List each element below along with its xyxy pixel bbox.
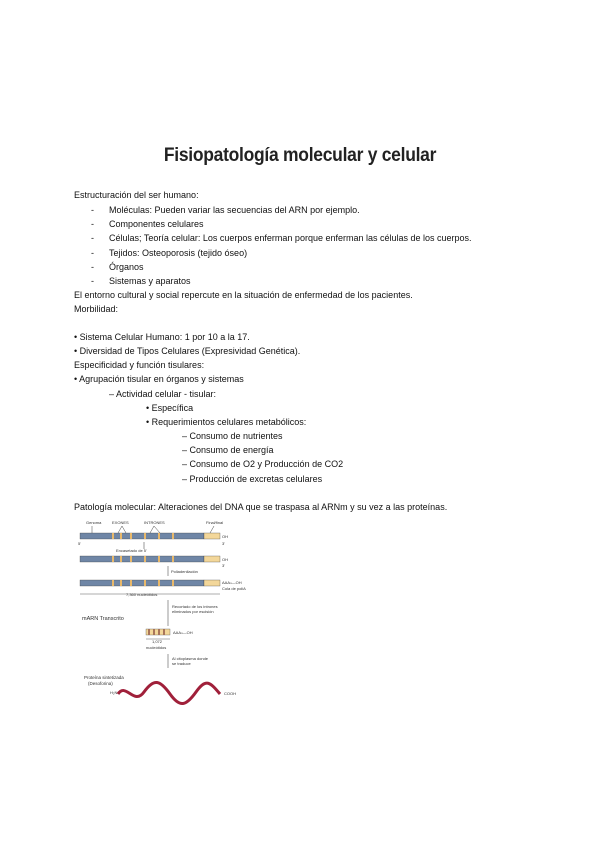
figure-label: eliminados por escisión — [172, 609, 214, 614]
figure-label: Recortado de los intrones — [172, 604, 218, 609]
consumption-item: – Consumo de O2 y Producción de CO2 — [182, 459, 344, 469]
page-title: Fisiopatología molecular y celular — [163, 145, 437, 166]
rna-strand — [80, 580, 204, 586]
figure-label: 7,360 nucleótidos — [126, 592, 158, 597]
dash-marker: - — [91, 276, 94, 286]
structure-heading: Estructuración del ser humano: — [74, 190, 199, 200]
consumption-item: – Producción de excretas celulares — [182, 474, 323, 484]
figure-label: AAAₙ—OH — [173, 630, 193, 635]
dash-marker: - — [91, 233, 94, 243]
figure-label: 3' — [222, 563, 225, 568]
list-item-systems: Sistemas y aparatos — [109, 276, 191, 286]
figure-label: Cola de poliA — [222, 586, 246, 591]
gene-expression-figure — [74, 516, 256, 706]
specific-item: • Específica — [146, 403, 194, 413]
figure-label: Poliadenilación — [171, 569, 198, 574]
figure-label: se traduce — [172, 661, 191, 666]
rna-strand — [80, 556, 204, 562]
dash-marker: - — [91, 262, 94, 272]
figure-label: Proteína sintetizada — [84, 675, 124, 680]
dash-marker: - — [91, 219, 94, 229]
figure-label: nucleótidos — [146, 645, 167, 650]
figure-label: INTRONES — [144, 520, 165, 525]
environment-paragraph: El entorno cultural y social repercute en la situación de enfermedad de los pacientes. — [74, 290, 413, 300]
consumption-item: – Consumo de energía — [182, 445, 274, 455]
list-item-molecules: Moléculas: Pueden variar las secuencias del ARN por ejemplo. — [109, 205, 360, 215]
bullet-cell-diversity: • Diversidad de Tipos Celulares (Expresividad Genética). — [74, 346, 301, 356]
morbidity-heading: Morbilidad: — [74, 304, 119, 314]
figure-label: EXONES — [112, 520, 129, 525]
figure-label: Encasetado de 5' — [116, 548, 147, 553]
figure-label: (Desoforina) — [88, 681, 113, 686]
dash-marker: - — [91, 248, 94, 258]
bullet-human-system: • Sistema Celular Humano: 1 por 10 a la 17. — [74, 332, 250, 342]
dna-strand — [80, 533, 204, 539]
figure-label: Al citoplasma donde — [172, 656, 209, 661]
dash-marker: - — [91, 205, 94, 215]
list-item-tissues: Tejidos: Osteoporosis (tejido óseo) — [109, 248, 248, 258]
cell-activity: – Actividad celular - tisular: — [109, 389, 217, 399]
specificity-heading: Especificidad y función tisulares: — [74, 360, 205, 370]
figure-label: OH — [222, 557, 228, 562]
list-item-cells: Células; Teoría celular: Los cuerpos enferman porque enferman las células de los cuerpos. — [109, 233, 472, 243]
figure-label: COOH — [224, 691, 236, 696]
figure-label: OH — [222, 534, 228, 539]
figure-label: Genoma — [86, 520, 102, 525]
figure-label: AAAₙ—OH — [222, 580, 242, 585]
figure-label: 5' — [78, 541, 81, 546]
figure-label: 3' — [222, 541, 225, 546]
list-item-components: Componentes celulares — [109, 219, 204, 229]
molecular-pathology-line: Patología molecular: Alteraciones del DNA que se traspasa al ARNm y su vez a las proteínas. — [74, 502, 448, 512]
protein-chain — [118, 682, 220, 703]
figure-label: H₂N — [110, 690, 118, 695]
figure-label: 1,072 — [152, 639, 163, 644]
figure-label: mARN Transcrito — [82, 616, 124, 622]
metabolic-requirements: • Requerimientos celulares metabólicos: — [146, 417, 307, 427]
bullet-tissue-grouping: • Agrupación tisular en órganos y sistemas — [74, 374, 244, 384]
list-item-organs: Órganos — [109, 262, 144, 272]
figure-label: Final/final — [206, 520, 224, 525]
consumption-item: – Consumo de nutrientes — [182, 431, 283, 441]
